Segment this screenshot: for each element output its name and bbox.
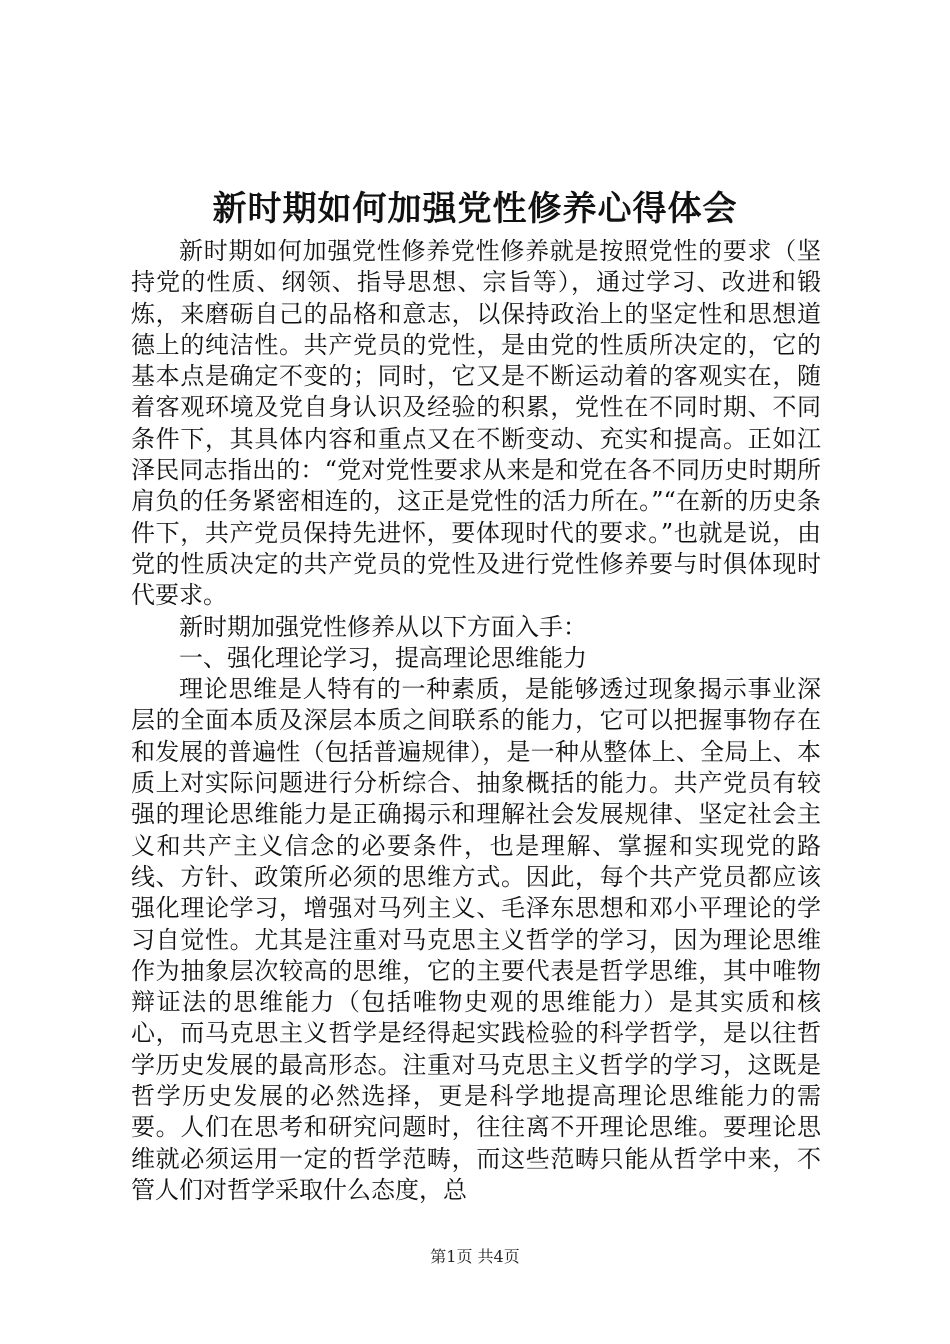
section-heading-1: 一、强化理论学习，提高理论思维能力 — [179, 643, 587, 672]
document-body — [131, 236, 821, 1206]
paragraph-theory: 理论思维是人特有的一种素质，是能够透过现象揭示事业深层的全面本质及深层本质之间联系的能力，它可以把握事物存在和发展的普遍性（包括普遍规律），是一种从整体上、全局上、本质上对实际问题进行分析综合、抽象概括的能力。共产党员有较强的理论思维能力是正确揭示和理解社会发展规律、坚定社会主义和共产主义信念的必要条件，也是理解、掌握和实现党的路线、方针、政策所必须的思维方式。因此，每个共产党员都应该强化理论学习，增强对马列主义、毛泽东思想和邓小平理论的学习自觉性。尤其是注重对马克思主义哲学的学习，因为理论思维作为抽象层次较高的思维，它的主要代表是哲学思维，其中唯物辩证法的思维能力（包括唯物史观的思维能力）是其实质和核心，而马克思主义哲学是经得起实践检验的科学哲学，是以往哲学历史发展的最高形态。注重对马克思主义哲学的学习，这既是哲学历史发展的必然选择，更是科学地提高理论思维能力的需要。人们在思考和研究问题时，往往离不开理论思维。要理论思维就必须运用一定的哲学范畴，而这些范畴只能从哲学中来，不管人们对哲学采取什么态度，总 — [131, 675, 821, 1204]
page-footer: 第1页 共4页 — [430, 1247, 520, 1266]
paragraph-approach: 新时期加强党性修养从以下方面入手： — [179, 612, 587, 641]
document-title: 新时期如何加强党性修养心得体会 — [212, 189, 738, 229]
paragraph-intro: 新时期如何加强党性修养党性修养就是按照党性的要求（坚持党的性质、纲领、指导思想、宗旨等），通过学习、改进和锻炼，来磨砺自己的品格和意志，以保持政治上的坚定性和思想道德上的纯洁性。共产党员的党性，是由党的性质所决定的，它的基本点是确定不变的；同时，它又是不断运动着的客观实在，随着客观环境及党自身认识及经验的积累，党性在不同时期、不同条件下，其具体内容和重点又在不断变动、充实和提高。正如江泽民同志指出的：“党对党性要求从来是和党在各不同历史时期所肩负的任务紧密相连的，这正是党性的活力所在。”“在新的历史条件下，共产党员保持先进怀，要体现时代的要求。”也就是说，由党的性质决定的共产党员的党性及进行党性修养要与时俱体现时代要求。 — [131, 237, 821, 610]
